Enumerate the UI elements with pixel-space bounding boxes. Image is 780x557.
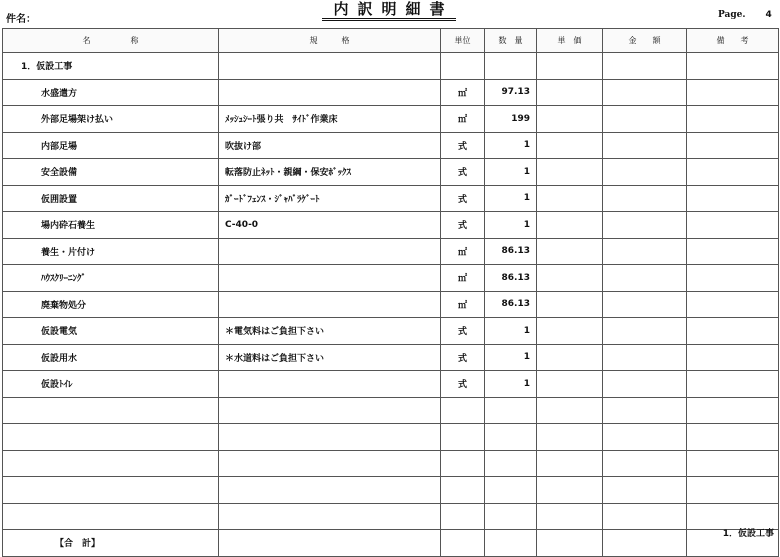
item-quantity-cell bbox=[485, 53, 537, 80]
item-name-cell: 廃棄物処分 bbox=[3, 291, 219, 318]
item-quantity-cell: 1 bbox=[485, 212, 537, 239]
item-unit-price-cell bbox=[537, 265, 603, 292]
item-remarks-cell bbox=[687, 132, 779, 159]
item-unit-cell: ㎡ bbox=[441, 79, 485, 106]
item-unit-cell bbox=[441, 397, 485, 424]
table-row bbox=[3, 79, 779, 106]
item-remarks-cell bbox=[687, 106, 779, 133]
item-remarks-cell bbox=[687, 450, 779, 477]
item-amount-cell bbox=[603, 106, 687, 133]
item-name-cell: 内部足場 bbox=[3, 132, 219, 159]
item-quantity-cell: 1 bbox=[485, 318, 537, 345]
item-remarks-cell bbox=[687, 185, 779, 212]
item-quantity-cell: 1 bbox=[485, 132, 537, 159]
item-quantity-cell: 1 bbox=[485, 185, 537, 212]
item-spec-cell bbox=[219, 291, 441, 318]
item-unit-price-cell bbox=[537, 397, 603, 424]
item-remarks-cell bbox=[687, 477, 779, 504]
item-unit-cell: 式 bbox=[441, 132, 485, 159]
item-name-cell: 外部足場架け払い bbox=[3, 106, 219, 133]
item-spec-cell bbox=[219, 503, 441, 530]
table-row bbox=[3, 530, 779, 557]
item-remarks-cell bbox=[687, 238, 779, 265]
item-quantity-cell: 1 bbox=[485, 344, 537, 371]
column-header-quantity: 数 量 bbox=[485, 29, 537, 53]
item-remarks-cell bbox=[687, 53, 779, 80]
item-name-cell bbox=[3, 450, 219, 477]
item-amount-cell bbox=[603, 238, 687, 265]
item-quantity-cell bbox=[485, 424, 537, 451]
item-name-cell: 仮設ﾄｲﾚ bbox=[3, 371, 219, 398]
table-row bbox=[3, 212, 779, 239]
item-amount-cell bbox=[603, 371, 687, 398]
table-row bbox=[3, 132, 779, 159]
item-amount-cell bbox=[603, 185, 687, 212]
item-unit-price-cell bbox=[537, 238, 603, 265]
item-name-cell: 仮設電気 bbox=[3, 318, 219, 345]
item-unit-price-cell bbox=[537, 450, 603, 477]
item-amount-cell bbox=[603, 159, 687, 186]
item-name-cell: 仮設用水 bbox=[3, 344, 219, 371]
item-unit-cell: 式 bbox=[441, 318, 485, 345]
column-header-unit: 単位 bbox=[441, 29, 485, 53]
column-header-remarks: 備 考 bbox=[687, 29, 779, 53]
item-remarks-cell bbox=[687, 159, 779, 186]
footer-section-label: 1．仮設工事 bbox=[722, 529, 774, 539]
item-spec-cell bbox=[219, 53, 441, 80]
item-unit-price-cell bbox=[537, 132, 603, 159]
item-quantity-cell: 97.13 bbox=[485, 79, 537, 106]
table-row bbox=[3, 503, 779, 530]
item-spec-cell: 転落防止ﾈｯﾄ・親綱・保安ﾎﾞｯｸｽ bbox=[219, 159, 441, 186]
item-spec-cell bbox=[219, 79, 441, 106]
item-name-cell: 水盛遣方 bbox=[3, 79, 219, 106]
table-row bbox=[3, 238, 779, 265]
item-amount-cell bbox=[603, 318, 687, 345]
item-unit-cell: 式 bbox=[441, 185, 485, 212]
item-unit-cell: ㎡ bbox=[441, 106, 485, 133]
item-name-cell: 養生・片付け bbox=[3, 238, 219, 265]
item-quantity-cell bbox=[485, 503, 537, 530]
item-unit-cell: ㎡ bbox=[441, 238, 485, 265]
table-row bbox=[3, 450, 779, 477]
item-spec-cell: C-40-0 bbox=[219, 212, 441, 239]
table-row bbox=[3, 424, 779, 451]
item-unit-cell: 式 bbox=[441, 212, 485, 239]
item-quantity-cell bbox=[485, 397, 537, 424]
item-amount-cell bbox=[603, 291, 687, 318]
item-amount-cell bbox=[603, 530, 687, 557]
item-unit-cell: 式 bbox=[441, 159, 485, 186]
detail-table bbox=[2, 28, 779, 557]
item-spec-cell: ＊水道料はご負担下さい bbox=[219, 344, 441, 371]
item-unit-cell: ㎡ bbox=[441, 265, 485, 292]
item-unit-price-cell bbox=[537, 106, 603, 133]
column-header-name: 名 称 bbox=[3, 29, 219, 53]
item-amount-cell bbox=[603, 450, 687, 477]
item-remarks-cell bbox=[687, 318, 779, 345]
document-title: 内訳明細書 bbox=[322, 0, 456, 21]
item-name-cell: ﾊｳｽｸﾘｰﾆﾝｸﾞ bbox=[3, 265, 219, 292]
column-header-spec: 規 格 bbox=[219, 29, 441, 53]
item-remarks-cell bbox=[687, 344, 779, 371]
item-name-cell: 1．仮設工事 bbox=[3, 53, 219, 80]
item-remarks-cell bbox=[687, 265, 779, 292]
item-remarks-cell bbox=[687, 371, 779, 398]
table-row bbox=[3, 53, 779, 80]
item-spec-cell: ＊電気料はご負担下さい bbox=[219, 318, 441, 345]
item-spec-cell bbox=[219, 530, 441, 557]
table-row bbox=[3, 185, 779, 212]
column-header-amount: 金 額 bbox=[603, 29, 687, 53]
table-row bbox=[3, 106, 779, 133]
item-amount-cell bbox=[603, 212, 687, 239]
item-unit-price-cell bbox=[537, 503, 603, 530]
subject-label: 件名： bbox=[6, 14, 36, 25]
item-amount-cell bbox=[603, 397, 687, 424]
item-spec-cell bbox=[219, 450, 441, 477]
item-quantity-cell: 1 bbox=[485, 159, 537, 186]
item-amount-cell bbox=[603, 79, 687, 106]
item-quantity-cell bbox=[485, 450, 537, 477]
item-spec-cell: ﾒｯｼｭｼｰﾄ張り共 ｻｲﾄﾞ作業床 bbox=[219, 106, 441, 133]
item-unit-cell bbox=[441, 424, 485, 451]
item-remarks-cell bbox=[687, 291, 779, 318]
item-spec-cell bbox=[219, 265, 441, 292]
item-spec-cell: ｶﾞｰﾄﾞﾌｪﾝｽ・ｼﾞｬﾊﾞﾗｹﾞｰﾄ bbox=[219, 185, 441, 212]
item-unit-price-cell bbox=[537, 318, 603, 345]
item-unit-cell: 式 bbox=[441, 371, 485, 398]
item-quantity-cell bbox=[485, 477, 537, 504]
item-remarks-cell bbox=[687, 424, 779, 451]
page-label: Page. bbox=[718, 10, 746, 20]
item-quantity-cell: 86.13 bbox=[485, 265, 537, 292]
item-unit-price-cell bbox=[537, 371, 603, 398]
item-spec-cell bbox=[219, 397, 441, 424]
item-unit-price-cell bbox=[537, 185, 603, 212]
item-amount-cell bbox=[603, 477, 687, 504]
table-header-row bbox=[3, 29, 779, 53]
item-quantity-cell bbox=[485, 530, 537, 557]
item-amount-cell bbox=[603, 265, 687, 292]
item-amount-cell bbox=[603, 503, 687, 530]
item-spec-cell: 吹抜け部 bbox=[219, 132, 441, 159]
table-row bbox=[3, 159, 779, 186]
item-remarks-cell bbox=[687, 79, 779, 106]
item-unit-cell bbox=[441, 477, 485, 504]
column-header-unit-price: 単 価 bbox=[537, 29, 603, 53]
item-unit-price-cell bbox=[537, 53, 603, 80]
table-row bbox=[3, 344, 779, 371]
page-indicator bbox=[718, 10, 772, 20]
item-unit-cell bbox=[441, 503, 485, 530]
item-amount-cell bbox=[603, 344, 687, 371]
item-name-cell: 仮囲設置 bbox=[3, 185, 219, 212]
table-row bbox=[3, 397, 779, 424]
item-spec-cell bbox=[219, 424, 441, 451]
item-unit-cell bbox=[441, 450, 485, 477]
item-unit-cell: ㎡ bbox=[441, 291, 485, 318]
item-unit-price-cell bbox=[537, 477, 603, 504]
item-quantity-cell: 199 bbox=[485, 106, 537, 133]
item-unit-price-cell bbox=[537, 159, 603, 186]
item-name-cell: 安全設備 bbox=[3, 159, 219, 186]
item-amount-cell bbox=[603, 424, 687, 451]
item-unit-cell: 式 bbox=[441, 344, 485, 371]
item-unit-cell bbox=[441, 53, 485, 80]
item-spec-cell bbox=[219, 371, 441, 398]
item-unit-price-cell bbox=[537, 424, 603, 451]
item-amount-cell bbox=[603, 53, 687, 80]
item-remarks-cell bbox=[687, 397, 779, 424]
item-remarks-cell bbox=[687, 212, 779, 239]
item-quantity-cell: 86.13 bbox=[485, 291, 537, 318]
item-name-cell bbox=[3, 477, 219, 504]
item-spec-cell bbox=[219, 238, 441, 265]
table-row bbox=[3, 371, 779, 398]
item-amount-cell bbox=[603, 132, 687, 159]
item-unit-price-cell bbox=[537, 530, 603, 557]
item-name-cell bbox=[3, 424, 219, 451]
table-row bbox=[3, 318, 779, 345]
item-unit-price-cell bbox=[537, 291, 603, 318]
item-unit-price-cell bbox=[537, 344, 603, 371]
page-number: 4 bbox=[765, 10, 772, 20]
item-unit-price-cell bbox=[537, 79, 603, 106]
table-row bbox=[3, 477, 779, 504]
table-row bbox=[3, 291, 779, 318]
item-spec-cell bbox=[219, 477, 441, 504]
item-name-cell: 場内砕石養生 bbox=[3, 212, 219, 239]
item-unit-cell bbox=[441, 530, 485, 557]
item-quantity-cell: 86.13 bbox=[485, 238, 537, 265]
item-quantity-cell: 1 bbox=[485, 371, 537, 398]
item-name-cell: 【合 計】 bbox=[3, 530, 219, 557]
item-unit-price-cell bbox=[537, 212, 603, 239]
item-name-cell bbox=[3, 397, 219, 424]
item-name-cell bbox=[3, 503, 219, 530]
table-row bbox=[3, 265, 779, 292]
